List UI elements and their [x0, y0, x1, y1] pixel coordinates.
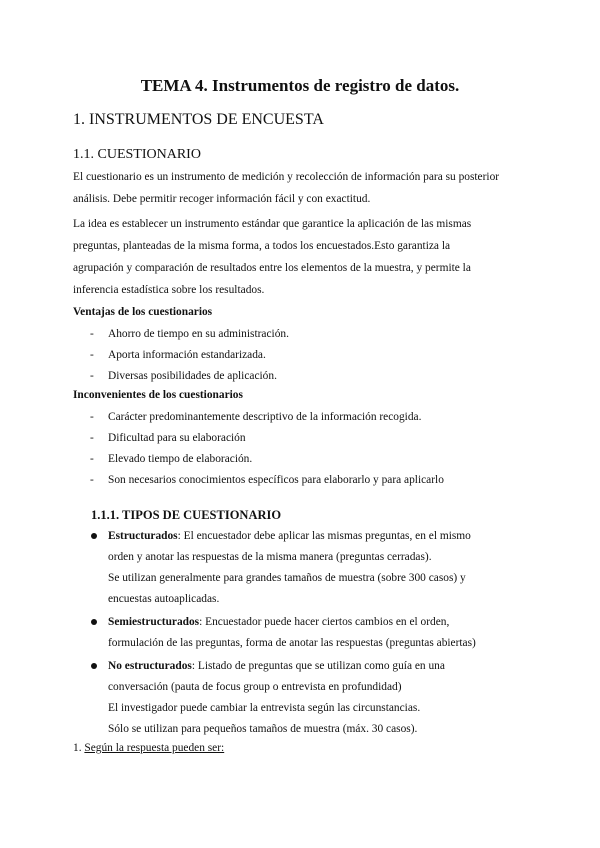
list-item: - Diversas posibilidades de aplicación.	[90, 370, 277, 382]
tipo-term: Semiestructurados	[108, 616, 200, 628]
tipos-heading: 1.1.1. TIPOS DE CUESTIONARIO	[91, 508, 282, 522]
bullet-icon	[91, 663, 97, 669]
tipo-semiestructurados: Semiestructurados: Encuestador puede hacer ciertos cambios en el orden, formulación de las preguntas, forma de anotar las respuestas (preguntas abiertas)	[91, 612, 531, 654]
tipos-list	[91, 526, 531, 742]
paragraph-line: inferencia estadística sobre los resultados.	[73, 284, 265, 296]
paragraph-purpose	[73, 213, 525, 301]
list-item: - Ahorro de tiempo en su administración.	[90, 328, 289, 340]
paragraph-line: análisis. Debe permitir recoger información fácil y con exactitud.	[73, 193, 371, 205]
ventajas-list	[90, 324, 289, 387]
list-item: - Carácter predominantemente descriptivo de la información recogida.	[90, 411, 422, 423]
tipo-estructurados: Estructurados: El encuestador debe aplicar las mismas preguntas, en el mismo orden y anotar las respuestas de la misma manera (preguntas cerradas). Se utilizan generalmente para grandes tamaños de muestra (sobre 300 casos) y encuestas autoaplicadas.	[91, 526, 531, 610]
tipo-term: Estructurados	[108, 530, 178, 542]
bullet-icon	[91, 533, 97, 539]
respuesta-subheading: 1. Según la respuesta pueden ser:	[73, 742, 225, 754]
paragraph-line: El cuestionario es un instrumento de medición y recolección de información para su posterior	[73, 171, 500, 183]
ventajas-heading: Ventajas de los cuestionarios	[73, 306, 213, 318]
section-heading-1: 1. INSTRUMENTOS DE ENCUESTA	[73, 111, 324, 128]
paragraph-definition	[73, 166, 525, 210]
tipo-term: No estructurados	[108, 660, 192, 672]
tipo-no-estructurados: No estructurados: Listado de preguntas que se utilizan como guía en una conversación (pauta de focus group o entrevista en profundidad) El investigador puede cambiar la entrevista según las circunstancias. Sólo se utilizan para pequeños tamaños de muestra (máx. 30 casos).	[91, 656, 531, 740]
inconvenientes-heading: Inconvenientes de los cuestionarios	[73, 389, 243, 401]
list-item: - Dificultad para su elaboración	[90, 432, 246, 444]
document-title: TEMA 4. Instrumentos de registro de datos.	[140, 76, 460, 95]
paragraph-line: La idea es establecer un instrumento estándar que garantice la aplicación de las mismas	[73, 218, 472, 230]
section-heading-1-1: 1.1. CUESTIONARIO	[73, 147, 201, 162]
list-item: - Son necesarios conocimientos específicos para elaborarlo y para aplicarlo	[90, 474, 444, 486]
paragraph-line: preguntas, planteadas de la misma forma, a todos los encuestados.Esto garantiza la	[73, 240, 451, 252]
inconvenientes-list	[90, 407, 444, 491]
bullet-icon	[91, 619, 97, 625]
list-item: - Aporta información estandarizada.	[90, 349, 266, 361]
paragraph-line: agrupación y comparación de resultados entre los elementos de la muestra, y permite la	[73, 262, 471, 274]
list-item: - Elevado tiempo de elaboración.	[90, 453, 253, 465]
